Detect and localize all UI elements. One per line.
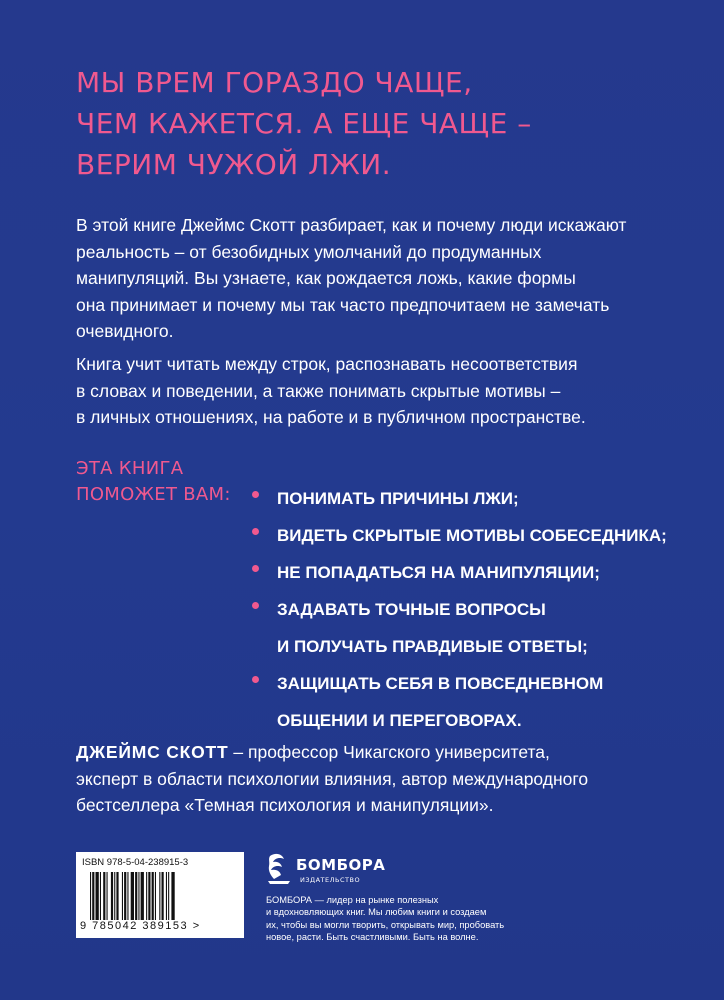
publisher-blurb <box>266 894 536 943</box>
publisher-logo-name: БОМБОРА <box>296 856 386 874</box>
benefit-text: ЗАЩИЩАТЬ СЕБЯ В ПОВСЕДНЕВНОМ <box>277 674 604 693</box>
benefits-heading-line: ЭТА КНИГА <box>76 458 184 479</box>
benefit-item <box>252 480 692 517</box>
description-paragraph-2 <box>76 351 676 431</box>
benefit-item <box>252 665 692 739</box>
benefit-item <box>252 517 692 554</box>
benefits-list <box>252 480 692 739</box>
bullet-dot-icon <box>252 528 259 535</box>
barcode-digits: 9 785042 389153 > <box>80 920 201 932</box>
paragraph-line: очевидного. <box>76 321 174 341</box>
isbn-label: ISBN 978-5-04-238915-3 <box>82 857 189 868</box>
benefit-text-continued: ОБЩЕНИИ И ПЕРЕГОВОРАХ. <box>277 711 522 730</box>
benefit-text: ВИДЕТЬ СКРЫТЫЕ МОТИВЫ СОБЕСЕДНИКА; <box>277 526 667 545</box>
benefit-text: ЗАДАВАТЬ ТОЧНЫЕ ВОПРОСЫ <box>277 600 546 619</box>
author-bio-line: эксперт в области психологии влияния, автор международного <box>76 768 589 789</box>
description-paragraph-1 <box>76 212 676 345</box>
author-bio-text: – профессор Чикагского университета, <box>228 742 550 762</box>
bullet-dot-icon <box>252 565 259 572</box>
publisher-blurb-line: их, чтобы вы могли творить, открывать мир, пробовать <box>266 919 505 930</box>
paragraph-line: Книга учит читать между строк, распознавать несоответствия <box>76 354 578 374</box>
paragraph-line: манипуляций. Вы узнаете, как рождается ложь, какие формы <box>76 268 576 288</box>
benefits-heading <box>76 456 231 508</box>
benefit-text-continued: И ПОЛУЧАТЬ ПРАВДИВЫЕ ОТВЕТЫ; <box>277 637 588 656</box>
headline-line: ВЕРИМ ЧУЖОЙ ЛЖИ. <box>76 148 392 181</box>
headline-line: ЧЕМ КАЖЕТСЯ. А ЕЩЕ ЧАЩЕ – <box>76 107 532 140</box>
author-bio-line <box>76 739 696 766</box>
paragraph-line: реальность – от безобидных умолчаний до продуманных <box>76 241 542 262</box>
publisher-blurb-line: БОМБОРА — лидер на рынке полезных <box>266 895 439 905</box>
publisher-blurb-line: и вдохновляющих книг. Мы любим книги и создаем <box>266 907 487 918</box>
paragraph-line: она принимает и почему мы так часто предпочитаем не замечать <box>76 294 610 315</box>
benefit-text: НЕ ПОПАДАТЬСЯ НА МАНИПУЛЯЦИИ; <box>277 563 600 582</box>
benefit-text: ПОНИМАТЬ ПРИЧИНЫ ЛЖИ; <box>277 489 519 508</box>
paragraph-line: В этой книге Джеймс Скотт разбирает, как и почему люди искажают <box>76 215 627 235</box>
paragraph-line: в словах и поведении, а также понимать скрытые мотивы – <box>76 380 561 401</box>
headline-line: МЫ ВРЕМ ГОРАЗДО ЧАЩЕ, <box>76 66 473 99</box>
author-name: ДЖЕЙМС СКОТТ <box>76 742 229 762</box>
benefit-item <box>252 591 692 665</box>
publisher-logo-sub: ИЗДАТЕЛЬСТВО <box>300 876 361 884</box>
benefits-heading-line: ПОМОЖЕТ ВАМ: <box>76 484 231 505</box>
author-bio <box>76 739 696 819</box>
bullet-dot-icon <box>252 676 259 683</box>
headline <box>76 62 676 185</box>
bullet-dot-icon <box>252 602 259 609</box>
publisher-blurb-line: новое, расти. Быть счастливыми. Быть на волне. <box>266 931 479 942</box>
benefit-item <box>252 554 692 591</box>
barcode-icon <box>88 872 234 920</box>
paragraph-line: в личных отношениях, на работе и в публичном пространстве. <box>76 407 586 427</box>
author-bio-line: бестселлера «Темная психология и манипуляции». <box>76 795 494 815</box>
barcode-panel <box>76 852 244 938</box>
bullet-dot-icon <box>252 491 259 498</box>
